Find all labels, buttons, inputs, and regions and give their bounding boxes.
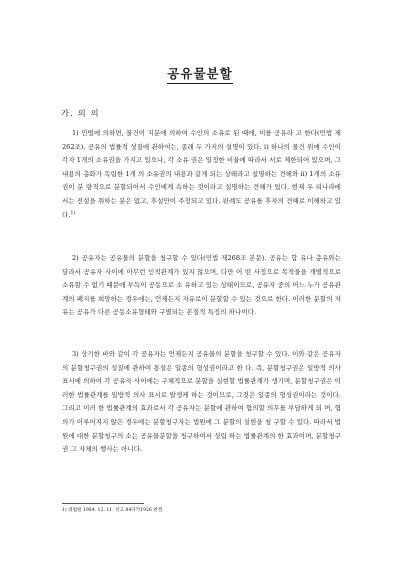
footnote: 1) 대법원 1984. 12. 11. 선고 84다카1926 판결.	[62, 508, 164, 513]
paragraph-2	[62, 252, 341, 320]
paragraph-1	[62, 127, 341, 222]
paragraph-2-text: 2) 공유자는 공유물의 분할을 청구할 수 있다(민법 제268조 본문). 공유는 합 유나 총유와는 달라서 공유자 사이에 아무런 인적관계가 있지 않으며, 다만 어 떤 사정으로 목적물을 개별적으로 소유할 수 없기 때문에 부득이 공동으로 소 유하고 있는 상태이므로, 공유자 중의 어느 누가 공유관계의 폐지를 희망하는 경우에는, 언제든지 자유로이 분할할 수 있는 것으로 한다. 이러한 분할의 자 유는 공유가 다른 공동소유형태와 구별되는 본질적 특징의 하나이다.	[62, 254, 341, 317]
paragraph-3	[62, 348, 341, 457]
document-title-text: 공유물분할	[167, 64, 232, 84]
footnote-divider	[62, 503, 144, 504]
paragraph-3-text: 3) 상기한 바와 같이 각 공유자는 언제든지 공유물의 분할을 청구할 수 있다. 이와 같은 공유자의 분할청구권의 성질에 관하여 통설은 일종의 형성권이라고 한 다. 즉, 분할청구권은 일방적 의사표시에 의하여 각 공유자 사이에는 구체적으로 분할을 실현할 법률관계가 생기며, 분할청구권은 이러한 법률관계를 일방적 의사 표시로 발생케 하는 것이므로, 그것은 일종의 형성권이라는 것이다. 그리고 이러 한 법률관계의 효과로서 각 공유자는 분할에 관하여 협의할 의무를 부담하게 되 며, 협의가 이루어지지 않은 경우에는 분할청구자는 법원에 그 분할의 실현을 청 구할 수 있다. 따라서 법원에 대한 분할청구의 소는 공유물분할을 청구하여서 성립 하는 법률관계의 한 효과이며, 분할청구권 그 자체의 행사는 아니다.	[62, 350, 341, 454]
footnote-reference[interactable]: 1)	[70, 210, 76, 216]
section-heading: 가. 의 의	[61, 108, 100, 118]
document-title	[0, 64, 400, 84]
paragraph-1-text: 1) 민법에 의하면, 물건이 지분에 의하여 수인의 소유로 된 때에, 이를 공유라 고 한다(민법 제262조). 공유의 법률적 성질에 관하여는, 종래 두 가지의 설명이 있다. ⅰ) 하나의 물건 위에 수인이 각자 1개의 소유권을 가지고 있으나, 각 소유 권은 일정한 비율에 따라서 서로 제한되어 있으며, 그 내용의 총화가 독립한 1개 의 소유권의 내용과 같게 되는 상태라고 설명하는 견해와 ⅱ) 1개의 소유권이 분 량적으로 분할되어서 수인에게 속하는 것이라고 설명하는 견해가 있다. 현재 우 리나라에서는 전설을 취하는 분은 없고, 후설만이 주장되고 있다. 판례도 공유를 후자의 견해로 이해하고 있다.	[62, 129, 341, 219]
